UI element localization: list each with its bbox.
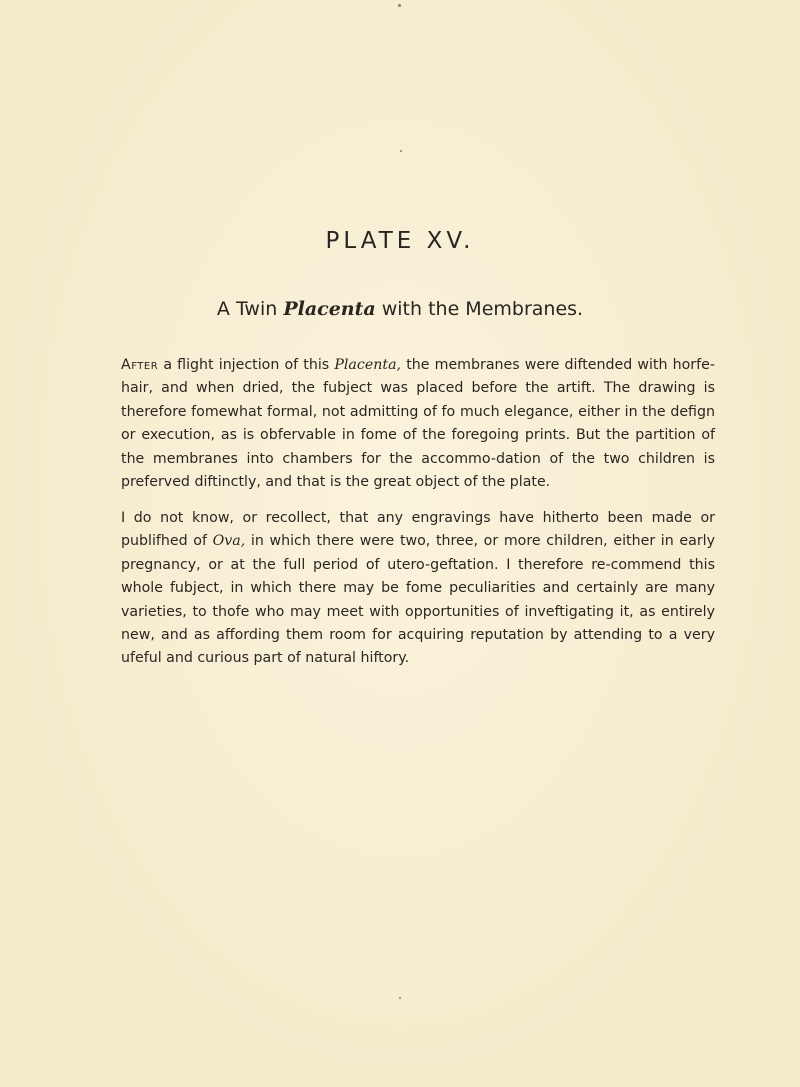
plate-subtitle: [0, 298, 800, 320]
paragraph-text: a flight injection of this: [158, 357, 335, 373]
paper-speck: [398, 4, 401, 7]
paragraph-lead-word: After: [121, 357, 159, 373]
paragraph-commentary: [121, 507, 715, 671]
paragraph-italic-term: Ova,: [212, 533, 246, 550]
paragraph-text: I do not know, or recollect, that any engravings have hitherto been made or publifhed of: [121, 510, 715, 550]
plate-title: PLATE XV.: [325, 228, 475, 254]
paper-speck: [399, 997, 401, 999]
subtitle-text-before: A Twin: [216, 298, 284, 320]
paragraph-text: the membranes were diftended with horfe-hair, and when dried, the fubject was placed before the artift. The drawing is therefore fomewhat formal, not admitting of fo much elegance, either in the defign or execution, as is obfervable in fome of the foregoing prints. But the partition of the membranes into chambers for the accommo-dation of the two children is preferved diftinctly, and that is the great object of the plate.: [121, 357, 715, 491]
paper-speck: [400, 150, 402, 152]
paragraph-text: in which there were two, three, or more children, either in early pregnancy, or at the full period of utero-geftation. I therefore re-commend this whole fubject, in which there may be fome peculiarities and certainly are many varieties, to thofe who may meet with opportunities of inveftigating it, as entirely new, and as affording them room for acquiring reputation by attending to a very ufeful and curious part of natural hiftory.: [121, 533, 716, 667]
subtitle-italic-term: Placenta: [283, 298, 376, 320]
paragraph-italic-term: Placenta,: [334, 357, 402, 373]
subtitle-text-after: with the Membranes.: [375, 298, 584, 320]
paragraph-description: [121, 354, 715, 494]
